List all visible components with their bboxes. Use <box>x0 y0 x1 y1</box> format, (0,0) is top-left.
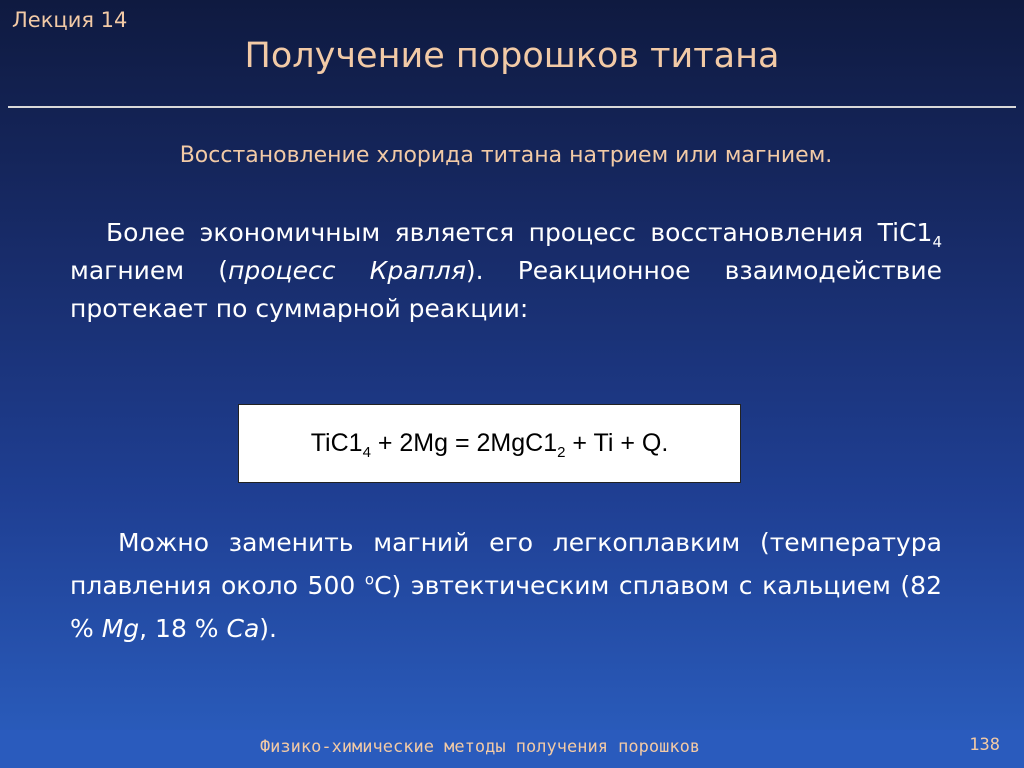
equation-subscript-2: 2 <box>557 444 566 461</box>
paragraph2-superscript-degree: o <box>364 570 375 589</box>
page-number: 138 <box>969 735 1000 755</box>
paragraph2-text-4: ). <box>259 614 277 643</box>
paragraph-eutectic-alloy <box>70 521 942 650</box>
reaction-equation <box>310 429 669 461</box>
lecture-label: Лекция 14 <box>12 8 128 32</box>
paragraph-krapl-process <box>70 214 942 328</box>
equation-part-1: TiC1 <box>310 429 363 457</box>
paragraph2-text-3: , 18 % <box>139 614 227 643</box>
paragraph1-italic-term: процесс Крапля <box>228 256 466 285</box>
equation-subscript-1: 4 <box>362 444 371 461</box>
paragraph2-italic-mg: Mg <box>101 614 140 643</box>
paragraph1-text-2: магнием ( <box>70 256 229 285</box>
paragraph1-text-1: Более экономичным является процесс восстановления TiC1 <box>106 218 933 247</box>
paragraph1-text-3: ). Реакционное взаимодействие протекает по суммарной реакции: <box>70 256 942 323</box>
title-divider <box>8 106 1016 108</box>
equation-part-2: + 2Mg = 2MgC1 <box>370 429 558 457</box>
slide-subtitle: Восстановление хлорида титана натрием или магнием. <box>179 143 833 168</box>
paragraph1-subscript-1: 4 <box>932 233 942 251</box>
paragraph2-text-2: С) эвтектическим сплавом с кальцием (82 % <box>70 571 942 643</box>
slide-title: Получение порошков титана <box>244 36 780 76</box>
equation-part-3: + Ti + Q. <box>565 429 669 457</box>
paragraph2-italic-ca: Ca <box>226 614 260 643</box>
footer-course-title: Физико-химические методы получения порошков <box>259 737 701 757</box>
paragraph2-text-1: Можно заменить магний его легкоплавким (температура плавления около 500 <box>70 528 942 600</box>
reaction-equation-box <box>238 404 741 483</box>
